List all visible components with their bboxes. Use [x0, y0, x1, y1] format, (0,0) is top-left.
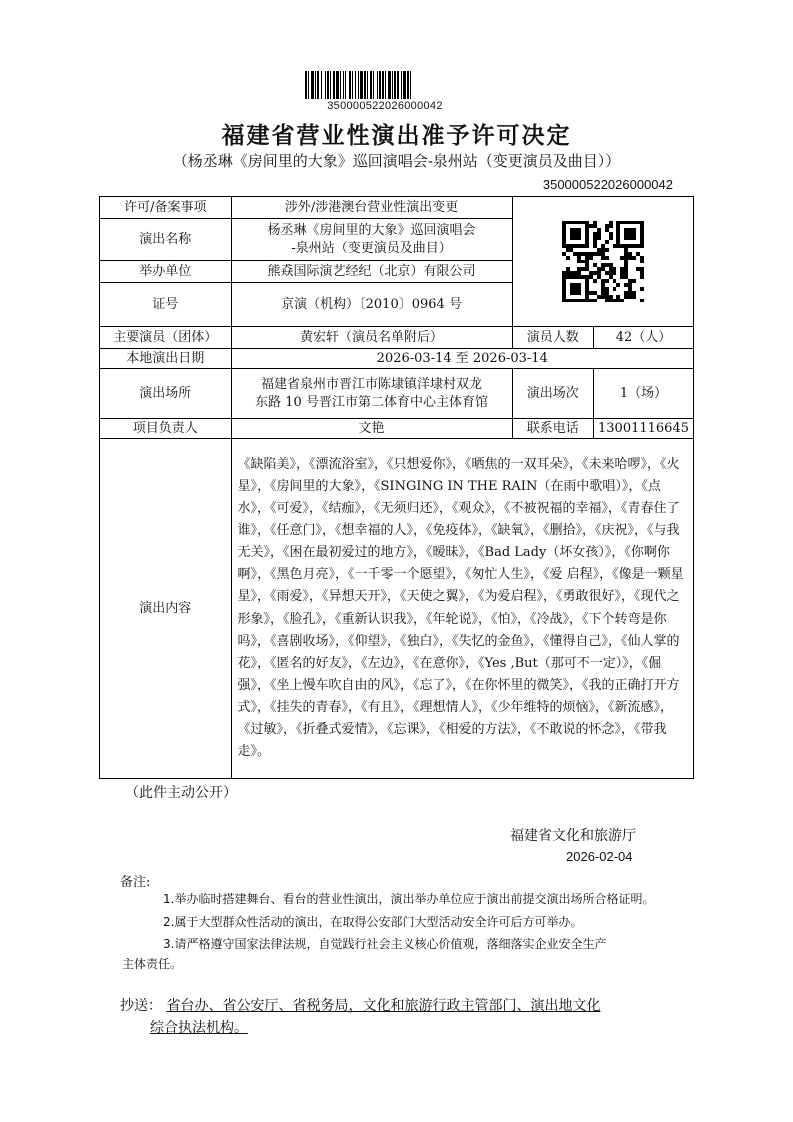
document-subtitle: （杨丞琳《房间里的大象》巡回演唱会-泉州站（变更演员及曲目）） [172, 152, 621, 170]
sessions-value: 1（场） [593, 369, 693, 419]
date-label: 本地演出日期 [100, 349, 232, 369]
license-type-value: 涉外/涉港澳台营业性演出变更 [231, 197, 512, 219]
main-performer-label: 主要演员（团体） [100, 327, 232, 349]
show-name-value [231, 219, 512, 261]
qr-code-cell [512, 197, 693, 327]
show-name-line2: -泉州站（变更演员及曲目） [291, 240, 452, 256]
venue-line1: 福建省泉州市晋江市陈埭镇洋埭村双龙 [261, 376, 483, 392]
venue-label: 演出场所 [100, 369, 232, 419]
license-type-label: 许可/备案事项 [100, 197, 232, 219]
sessions-label: 演出场次 [512, 369, 593, 419]
cc-line2: 综合执法机构。 [150, 1020, 248, 1036]
content-value: 《缺陷美》，《漂流浴室》，《只想爱你》，《晒焦的一双耳朵》，《未来哈啰》，《火星》，《房间里的大象》，《SINGING IN THE RAIN（在雨中歌唱）》，《点水》，《可爱》，《结痂》，《无须归还》，《观众》，《不被祝福的幸福》，《青春住了谁》，《任意门》，《想幸福的人》，《免疫体》，《缺氧》，《删拾》，《庆祝》，《与我无关》，《困在最初爱过的地方》，《暧昧》，《Bad Lady（坏女孩）》，《你啊你啊》，《黑色月亮》，《一千零一个愿望》，《匆忙人生》，《爱 启程》，《像是一颗星星》，《雨爱》，《异想天开》，《天使之翼》，《为爱启程》，《勇敢很好》，《现代之形象》，《脸孔》，《重新认识我》，《年轮说》，《怕》，《冷战》，《下个转弯是你吗》，《喜剧收场》，《仰望》，《独白》，《失忆的金鱼》，《懂得自己》，《仙人掌的花》，《匿名的好友》，《左边》，《在意你》，《Yes ,But（那可不一定）》，《倔强》，《坐上慢车吹自由的风》，《忘了》，《在你怀里的微笑》，《我的正确打开方式》，《挂失的青春》，《有且》，《理想情人》，《少年维特的烦恼》，《新流感》，《过敏》，《折叠式爱情》，《忘课》，《相爱的方法》，《不敢说的怀念》，《带我走》。 [231, 439, 693, 779]
performer-count-label: 演员人数 [512, 327, 593, 349]
remark-3-cont: 主体责任。 [122, 957, 183, 971]
remark-1: 1.举办临时搭建舞台、看台的营业性演出，演出举办单位应于演出前提交演出场所合格证明。 [163, 892, 655, 906]
cc-line1: 省台办、省公安厅、省税务局，文化和旅游行政主管部门、演出地文化 [166, 998, 601, 1014]
venue-line2: 东路 10 号晋江市第二体育中心主体育馆 [255, 394, 488, 410]
cc-label: 抄送： [120, 998, 162, 1014]
document-number: 350000522026000042 [542, 177, 673, 192]
manager-value: 文艳 [231, 419, 512, 439]
license-no-value: 京演（机构）〔2010〕0964 号 [231, 283, 512, 327]
venue-value [231, 369, 512, 419]
issuer: 福建省文化和旅游厅 [510, 828, 636, 844]
content-label: 演出内容 [100, 439, 232, 779]
remark-2: 2.属于大型群众性活动的演出，在取得公安部门大型活动安全许可后方可举办。 [163, 915, 583, 929]
phone-label: 联系电话 [512, 419, 593, 439]
date-value: 2026-03-14 至 2026-03-14 [231, 349, 693, 369]
barcode-number: 350000522026000042 [327, 100, 443, 112]
license-no-label: 证号 [100, 283, 232, 327]
main-performer-value: 黄宏轩（演员名单附后） [231, 327, 512, 349]
remark-3: 3.请严格遵守国家法律法规，自觉践行社会主义核心价值观，落细落实企业安全生产 [163, 937, 607, 951]
organizer-value: 熊猋国际演艺经纪（北京）有限公司 [231, 261, 512, 283]
remark-label: 备注: [120, 875, 151, 890]
cc-section [120, 995, 600, 1039]
document-title: 福建省营业性演出准予许可决定 [221, 123, 572, 149]
show-name-label: 演出名称 [100, 219, 232, 261]
barcode [305, 71, 465, 99]
permit-table [99, 196, 694, 779]
performer-count-value: 42（人） [593, 327, 693, 349]
manager-label: 项目负责人 [100, 419, 232, 439]
qr-code [562, 221, 644, 303]
phone-value: 13001116645 [593, 419, 693, 439]
public-note: （此件主动公开） [125, 785, 237, 801]
organizer-label: 举办单位 [100, 261, 232, 283]
issue-date: 2026-02-04 [566, 849, 633, 864]
show-name-line1: 杨丞琳《房间里的大象》巡回演唱会 [267, 222, 476, 238]
